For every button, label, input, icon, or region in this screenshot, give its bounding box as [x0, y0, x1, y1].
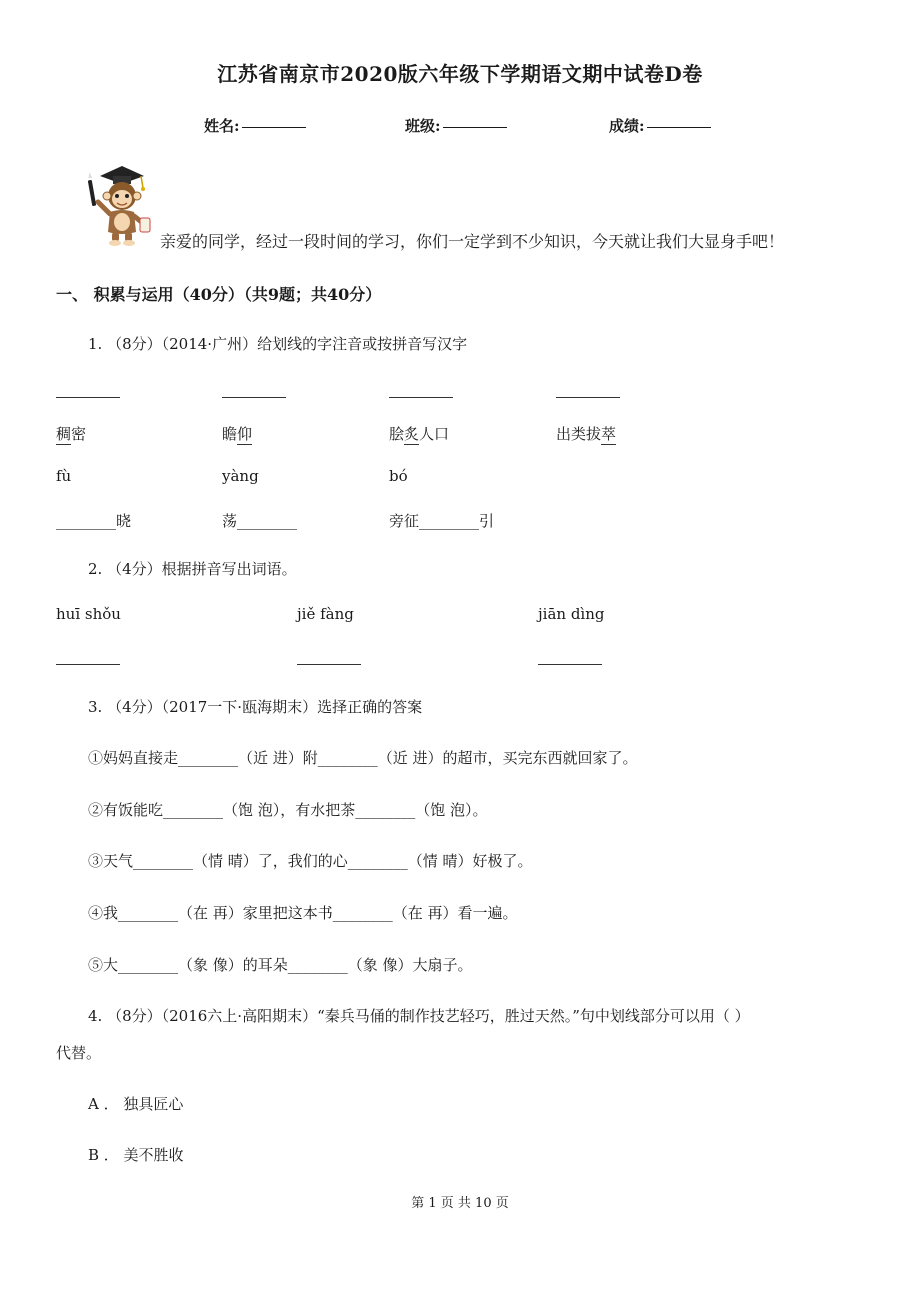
underlined-char: 炙	[404, 425, 420, 443]
question-1-fill[interactable]: 旁征________引	[389, 512, 495, 530]
question-1-stem: 1. （8分）（2014·广州）给划线的字注音或按拼音写汉字	[88, 335, 468, 353]
score-field[interactable]	[609, 115, 711, 136]
score-label: 成绩:	[609, 117, 645, 135]
question-3-item[interactable]: ③天气________（情 晴）了，我们的心________（情 晴）好极了。	[88, 852, 533, 870]
question-4-option-a[interactable]: A ． 独具匠心	[88, 1095, 184, 1113]
question-4-option-b[interactable]: B ． 美不胜收	[88, 1146, 184, 1164]
answer-blank[interactable]	[56, 397, 120, 398]
name-label: 姓名:	[204, 117, 240, 135]
question-1-fill[interactable]: 荡________	[222, 512, 298, 530]
question-1-pinyin: yàng	[222, 467, 259, 485]
question-1-pinyin: bó	[389, 467, 408, 485]
question-2-pinyin: jiě fàng	[297, 605, 354, 623]
question-4-stem: 4. （8分）（2016六上·高阳期末）“秦兵马俑的制作技艺轻巧，胜过天然。”句中划线部分可以用（ ）	[88, 1007, 750, 1025]
page-title: 江苏省南京市2020版六年级下学期语文期中试卷D卷	[217, 62, 703, 86]
question-3-item[interactable]: ④我________（在 再）家里把这本书________（在 再）看一遍。	[88, 904, 518, 922]
answer-blank[interactable]	[56, 664, 120, 665]
question-2-stem: 2. （4分）根据拼音写出词语。	[88, 560, 297, 578]
answer-blank[interactable]	[556, 397, 620, 398]
question-1-pinyin: fù	[56, 467, 72, 485]
question-1-fill[interactable]: ________晓	[56, 512, 132, 530]
class-blank[interactable]	[443, 127, 507, 128]
question-4-stem-continued: 代替。	[56, 1044, 102, 1062]
section-title: 一、 积累与运用（40分）（共9题；共40分）	[56, 285, 382, 304]
question-3-item[interactable]: ②有饭能吃________（饱 泡），有水把茶________（饱 泡）。	[88, 801, 488, 819]
underlined-char: 仰	[237, 425, 253, 443]
greeting-text: 亲爱的同学，经过一段时间的学习，你们一定学到不少知识，今天就让我们大显身手吧！	[160, 232, 785, 251]
class-label: 班级:	[405, 117, 441, 135]
mascot-scholar-icon	[86, 162, 152, 248]
question-2-pinyin: jiān dìng	[538, 605, 605, 623]
answer-blank[interactable]	[538, 664, 602, 665]
question-1-word: 脍炙人口	[389, 425, 450, 443]
underlined-char: 萃	[601, 425, 617, 443]
question-1-word: 出类拔萃	[556, 425, 617, 443]
question-3-item[interactable]: ⑤大________（象 像）的耳朵________（象 像）大扇子。	[88, 956, 473, 974]
underlined-char: 稠	[56, 425, 72, 443]
name-field[interactable]	[204, 115, 306, 136]
answer-blank[interactable]	[389, 397, 453, 398]
answer-blank[interactable]	[297, 664, 361, 665]
page-number: 第 1 页 共 10 页	[411, 1196, 509, 1211]
question-1-word: 稠密	[56, 425, 87, 443]
question-3-item[interactable]: ①妈妈直接走________（近 进）附________（近 进）的超市，买完东西就回家了。	[88, 749, 638, 767]
question-2-pinyin: huī shǒu	[56, 605, 121, 623]
answer-blank[interactable]	[222, 397, 286, 398]
score-blank[interactable]	[647, 127, 711, 128]
question-3-stem: 3. （4分）（2017一下·瓯海期末）选择正确的答案	[88, 698, 423, 716]
name-blank[interactable]	[242, 127, 306, 128]
question-1-word: 瞻仰	[222, 425, 253, 443]
class-field[interactable]	[405, 115, 507, 136]
